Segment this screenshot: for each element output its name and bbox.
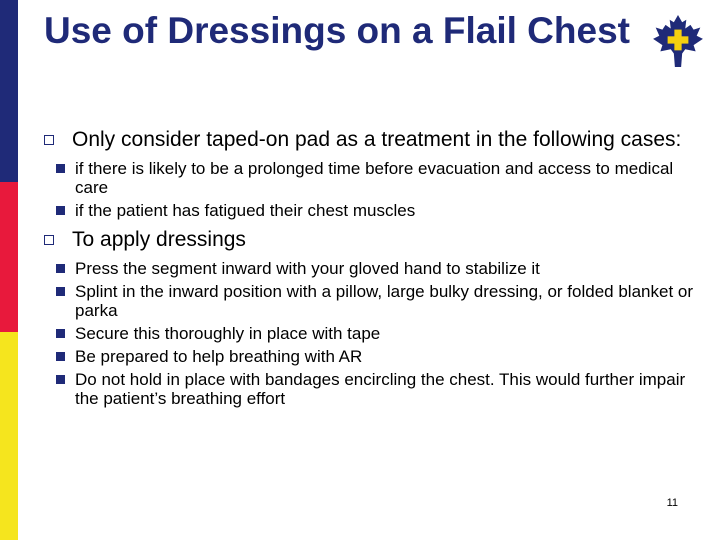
sub-bullet-text: Splint in the inward position with a pillow, large bulky dressing, or folded blanket or parka — [75, 282, 694, 320]
bullet-item — [44, 128, 694, 152]
sub-bullet-text: Press the segment inward with your gloved hand to stabilize it — [75, 259, 540, 278]
square-bullet-icon — [56, 264, 65, 273]
slide-title: Use of Dressings on a Flail Chest — [44, 10, 630, 51]
sub-bullet-item — [44, 159, 694, 197]
sub-bullet-text: if the patient has fatigued their chest muscles — [75, 201, 416, 220]
square-bullet-icon — [56, 164, 65, 173]
hollow-square-bullet-icon — [44, 135, 54, 145]
left-band-red — [0, 182, 18, 332]
bullet-item — [44, 228, 694, 252]
sub-bullet-list — [44, 159, 694, 220]
left-band-blue — [0, 0, 18, 182]
square-bullet-icon — [56, 287, 65, 296]
sub-bullet-item — [44, 347, 694, 366]
left-band-yellow — [0, 332, 18, 540]
square-bullet-icon — [56, 206, 65, 215]
square-bullet-icon — [56, 329, 65, 338]
sub-bullet-text: if there is likely to be a prolonged time before evacuation and access to medical care — [75, 159, 674, 197]
square-bullet-icon — [56, 375, 65, 384]
sub-bullet-item — [44, 282, 694, 320]
square-bullet-icon — [56, 352, 65, 361]
bullet-text: Only consider taped-on pad as a treatment in the following cases: — [72, 128, 682, 151]
sub-bullet-text: Be prepared to help breathing with AR — [75, 347, 363, 366]
sub-bullet-list — [44, 259, 694, 408]
maple-leaf-cross-logo — [652, 14, 704, 68]
sub-bullet-item — [44, 324, 694, 343]
bullet-text: To apply dressings — [72, 228, 246, 251]
sub-bullet-text: Secure this thoroughly in place with tape — [75, 324, 381, 343]
hollow-square-bullet-icon — [44, 235, 54, 245]
sub-bullet-item — [44, 201, 694, 220]
page-number: 11 — [666, 497, 678, 509]
sub-bullet-item — [44, 370, 694, 408]
sub-bullet-text: Do not hold in place with bandages encircling the chest. This would further impair the patient’s breathing effort — [75, 370, 686, 408]
slide-body — [44, 128, 694, 416]
sub-bullet-item — [44, 259, 694, 278]
